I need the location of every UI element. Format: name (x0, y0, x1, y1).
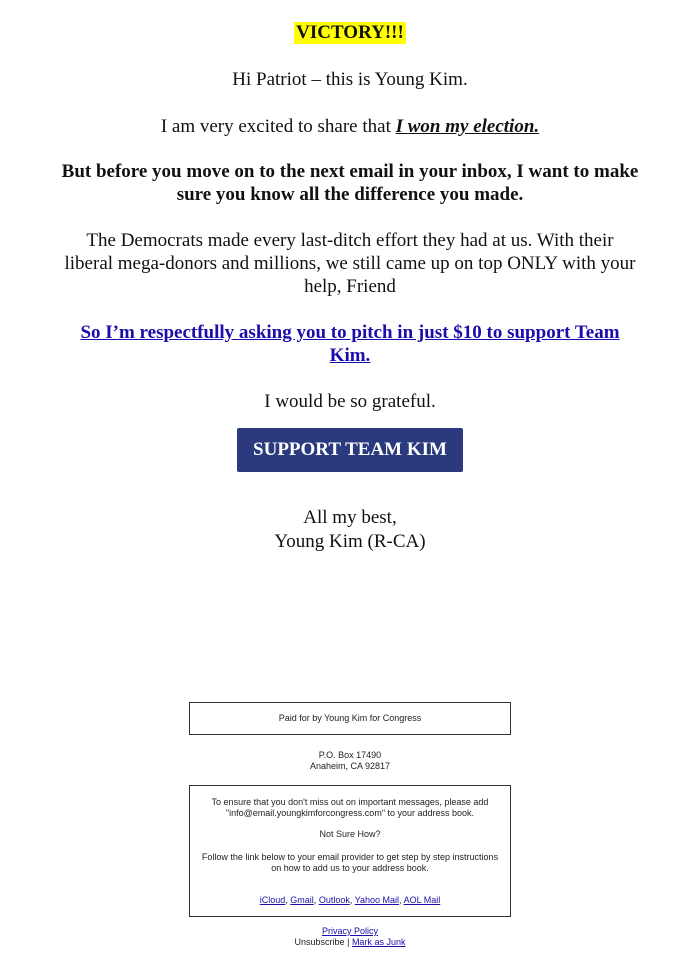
footer-separator: | (347, 937, 350, 947)
grateful-text: I would be so grateful. (264, 391, 436, 412)
excited-paragraph (60, 115, 640, 138)
democrats-paragraph: The Democrats made every last-ditch effort they had at us. With their liberal mega-donors and millions, we still came up on top ONLY with your help, Friend (64, 230, 636, 297)
unsubscribe-link[interactable]: Unsubscribe (294, 937, 345, 947)
donate-ask-link[interactable]: So I’m respectfully asking you to pitch in just $10 to support Team Kim. (80, 322, 620, 366)
donate-ask-paragraph (60, 321, 640, 367)
mailing-address (189, 750, 511, 772)
provider-link-outlook[interactable]: Outlook (318, 895, 350, 905)
provider-link-yahoo-mail[interactable]: Yahoo Mail (354, 895, 400, 905)
mark-as-junk-link[interactable]: Mark as Junk (351, 937, 406, 947)
excited-prefix: I am very excited to share that (160, 116, 396, 137)
paid-for-text: Paid for by Young Kim for Congress (278, 713, 422, 723)
not-sure-text: Not Sure How? (319, 829, 381, 839)
headline-wrap (0, 22, 700, 44)
follow-text: Follow the link below to your email provider to get step by step instructions on how to add us to your address book. (201, 852, 499, 873)
email-provider-links: iCloud, Gmail, Outlook, Yahoo Mail, AOL Mail (259, 895, 441, 905)
cta-wrap (0, 428, 700, 472)
paid-for-box (189, 702, 511, 735)
unsubscribe-row (189, 937, 511, 948)
provider-link-gmail[interactable]: Gmail (290, 895, 314, 905)
privacy-row (189, 926, 511, 937)
address-line-1: P.O. Box 17490 (318, 750, 382, 760)
signoff (60, 506, 640, 554)
greeting: Hi Patriot – this is Young Kim. (232, 69, 468, 90)
support-team-kim-button[interactable]: SUPPORT TEAM KIM (237, 428, 463, 472)
provider-link-aol-mail[interactable]: AOL Mail (403, 895, 441, 905)
ensure-text: To ensure that you don't miss out on important messages, please add "info@email.youngkimforcongress.com" to your address book. (211, 797, 489, 818)
won-election-link[interactable]: I won my election. (395, 116, 540, 137)
headline: VICTORY!!! (296, 22, 404, 43)
address-line-2: Anaheim, CA 92817 (309, 761, 391, 771)
footer-links (189, 926, 511, 948)
signoff-closing: All my best, (303, 507, 397, 528)
provider-link-icloud[interactable]: iCloud (259, 895, 286, 905)
address-book-info-box (189, 785, 511, 917)
signoff-name: Young Kim (R-CA) (274, 531, 426, 552)
privacy-policy-link[interactable]: Privacy Policy (321, 926, 378, 936)
difference-paragraph: But before you move on to the next email in your inbox, I want to make sure you know all the difference you made. (61, 161, 639, 205)
